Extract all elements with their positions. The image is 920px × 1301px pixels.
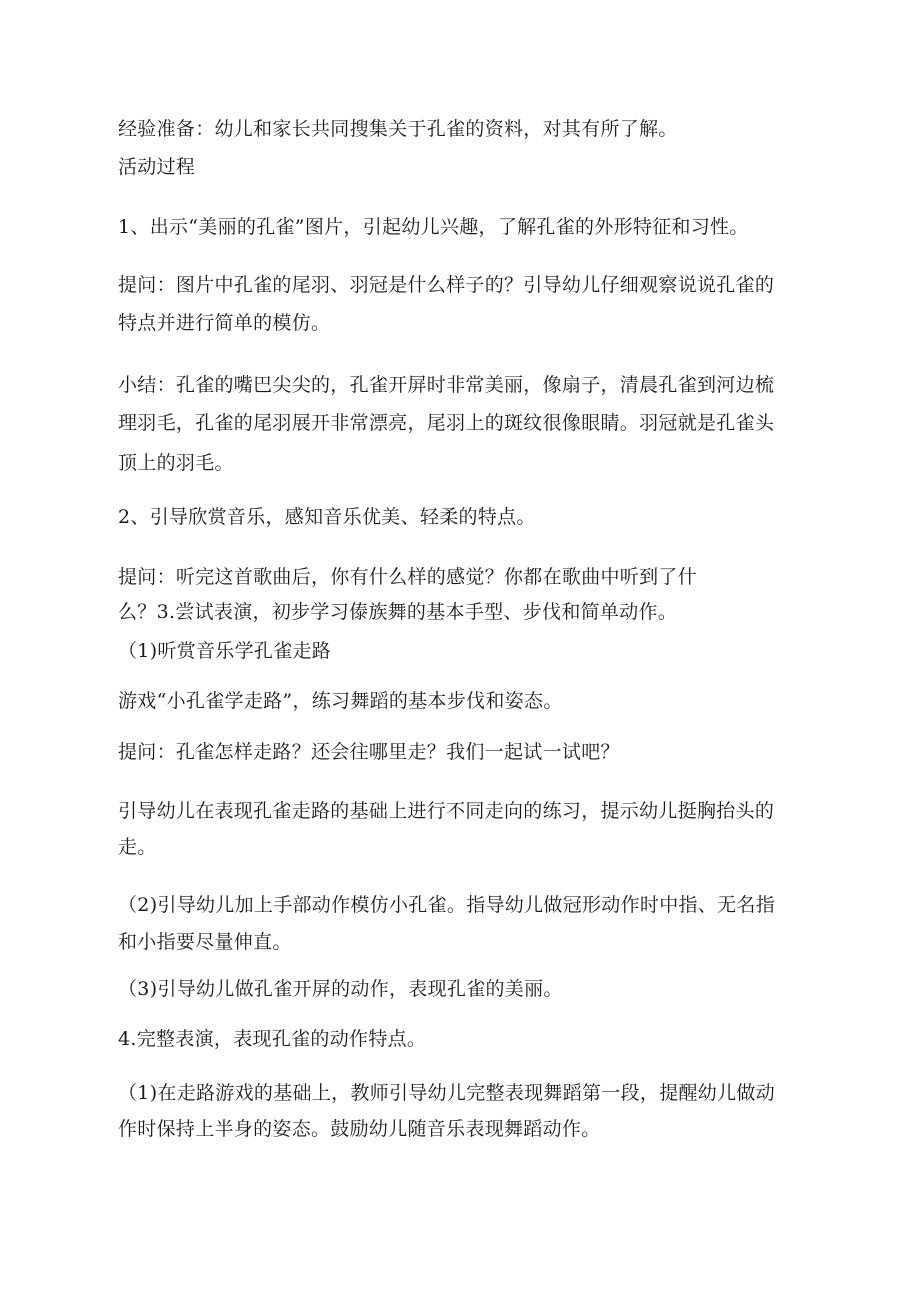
text-line-game: 游戏“小孔雀学走路”，练习舞蹈的基本步伐和姿态。 (118, 690, 563, 712)
text-line-substep-3-2b: 和小指要尽量伸直。 (118, 931, 292, 953)
text-line-question-2b: 么？3.尝试表演，初步学习傣族舞的基本手型、步伐和简单动作。 (118, 601, 678, 623)
text-line-experience-prep: 经验准备：幼儿和家长共同搜集关于孔雀的资料，对其有所了解。 (118, 118, 678, 140)
text-line-substep-4-1a: （1)在走路游戏的基础上，教师引导幼儿完整表现舞蹈第一段，提醒幼儿做动 (118, 1082, 776, 1104)
text-line-step-4: 4.完整表演，表现孔雀的动作特点。 (118, 1028, 427, 1050)
text-line-substep-3-3: （3)引导幼儿做孔雀开屏的动作，表现孔雀的美丽。 (118, 978, 563, 1000)
text-line-question-1a: 提问：图片中孔雀的尾羽、羽冠是什么样子的？引导幼儿仔细观察说说孔雀的 (118, 274, 775, 296)
text-line-guide-a: 引导幼儿在表现孔雀走路的基础上进行不同走向的练习，提示幼儿挺胸抬头的 (118, 800, 775, 822)
text-line-step-2: 2、引导欣赏音乐，感知音乐优美、轻柔的特点。 (118, 506, 536, 528)
text-line-summary-c: 顶上的羽毛。 (118, 452, 234, 474)
text-line-summary-a: 小结：孔雀的嘴巴尖尖的，孔雀开屏时非常美丽，像扇子，清晨孔雀到河边梳 (118, 374, 775, 396)
text-line-guide-b: 走。 (118, 836, 157, 858)
text-line-substep-3-2a: （2)引导幼儿加上手部动作模仿小孔雀。指导幼儿做冠形动作时中指、无名指 (118, 894, 776, 916)
text-line-substep-4-1b: 作时保持上半身的姿态。鼓励幼儿随音乐表现舞蹈动作。 (118, 1118, 601, 1140)
text-line-question-1b: 特点并进行简单的模仿。 (118, 312, 331, 334)
text-line-substep-3-1: （1)听赏音乐学孔雀走路 (118, 640, 332, 662)
section-heading-activity-process: 活动过程 (118, 156, 196, 178)
text-line-step-1: 1、出示“美丽的孔雀”图片，引起幼儿兴趣，了解孔雀的外形特征和习性。 (118, 216, 749, 238)
text-line-question-3: 提问：孔雀怎样走路？还会往哪里走？我们一起试一试吧？ (118, 741, 620, 763)
text-line-summary-b: 理羽毛，孔雀的尾羽展开非常漂亮，尾羽上的斑纹很像眼睛。羽冠就是孔雀头 (118, 412, 775, 434)
text-line-question-2a: 提问：听完这首歌曲后，你有什么样的感觉？你都在歌曲中听到了什 (118, 566, 698, 588)
